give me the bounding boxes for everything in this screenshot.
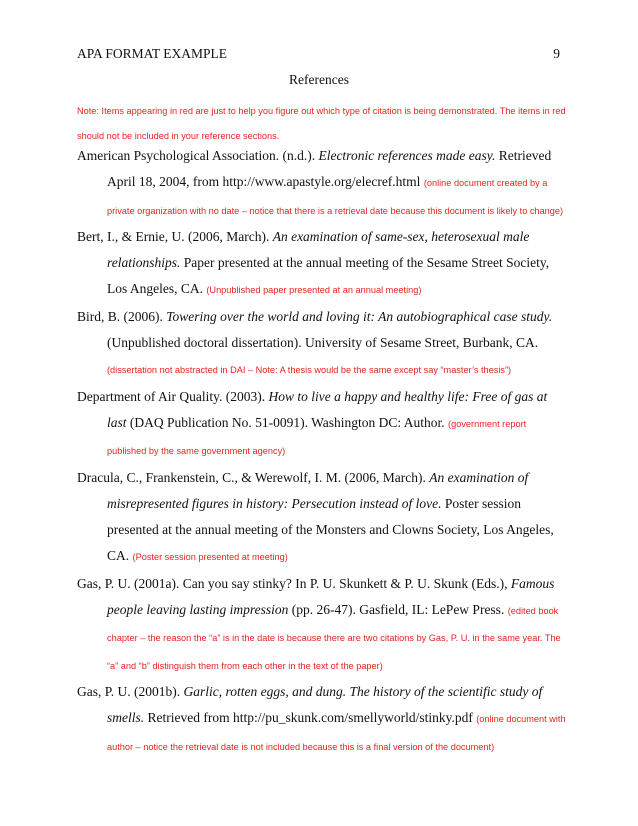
reference-note: (online document created by a private organization with no date – notice that there is a retrieval date because this document is likely to change) xyxy=(107,178,564,216)
reference-text: (DAQ Publication No. 51-0091). Washington DC: Author. xyxy=(126,414,449,430)
reference-text: American Psychological Association. (n.d.). xyxy=(77,148,319,163)
reference-title: Garlic, rotten eggs, and dung. The history of the scientific study of smells. xyxy=(107,683,543,726)
reference-title: An examination of same-sex, heterosexual male relationships. xyxy=(107,228,530,271)
reference-title: An examination of misrepresented figures in history: Persecution instead of love. xyxy=(107,469,529,511)
reference-entry xyxy=(77,384,567,465)
reference-title: Famous people leaving lasting impression xyxy=(107,575,555,618)
reference-note: (edited book chapter – the reason the “a” is in the date is because there are two citations by Gas, P. U. in the same year. The “a” and “b” distinguish them from each other in the text of the paper) xyxy=(107,606,561,671)
reference-entry xyxy=(77,304,567,384)
reference-text: Gas, P. U. (2001b). xyxy=(77,683,184,699)
reference-entry xyxy=(77,679,567,760)
reference-entry xyxy=(77,465,567,571)
reference-text: Retrieved April 18, 2004, from http://www.apastyle.org/elecref.html xyxy=(107,148,552,190)
reference-list xyxy=(77,143,567,760)
page-number: 9 xyxy=(553,46,560,61)
reference-text: Dracula, C., Frankenstein, C., & Werewolf, I. M. (2006, March). xyxy=(77,469,430,485)
reference-text: Poster session presented at the annual meeting of the Monsters and Clowns Society, Los Angeles, CA. xyxy=(107,495,554,564)
reference-text: (pp. 26-47). Gasfield, IL: LePew Press. xyxy=(288,602,508,618)
reference-entry xyxy=(77,143,567,224)
reference-entry xyxy=(77,571,567,679)
reference-text: Bird, B. (2006). xyxy=(77,308,167,324)
reference-entry xyxy=(77,224,567,304)
reference-text: Paper presented at the annual meeting of the Sesame Street Society, Los Angeles, CA. xyxy=(107,255,550,297)
reference-text: Department of Air Quality. (2003). xyxy=(77,388,269,404)
reference-note: (dissertation not abstracted in DAI – Note: A thesis would be the same except say “master’s thesis”) xyxy=(107,365,512,376)
section-heading: References xyxy=(289,72,349,87)
reference-note: (online document with author – notice the retrieval date is not included because this is a final version of the document) xyxy=(107,714,566,752)
reference-note: (government report published by the same government agency) xyxy=(107,418,527,457)
reference-note: (Unpublished paper presented at an annual meeting) xyxy=(206,285,422,296)
reference-title: Towering over the world and loving it: An autobiographical case study. xyxy=(166,308,553,324)
reference-text: (Unpublished doctoral dissertation). University of Sesame Street, Burbank, CA. xyxy=(107,335,539,351)
red-note: Note: Items appearing in red are just to help you figure out which type of citation is being demonstrated. The items in red should not be included in your reference sections. xyxy=(77,106,566,141)
reference-note: (Poster session presented at meeting) xyxy=(132,552,288,563)
reference-text: Bert, I., & Ernie, U. (2006, March). xyxy=(77,228,273,244)
reference-text: Gas, P. U. (2001a). Can you say stinky? In P. U. Skunkett & P. U. Skunk (Eds.), xyxy=(77,575,511,591)
reference-title: How to live a happy and healthy life: Free of gas at last xyxy=(107,388,548,430)
reference-title: Electronic references made easy. xyxy=(318,148,496,163)
reference-text: Retrieved from http://pu_skunk.com/smellyworld/stinky.pdf xyxy=(144,710,477,726)
running-head: APA FORMAT EXAMPLE xyxy=(77,46,228,61)
